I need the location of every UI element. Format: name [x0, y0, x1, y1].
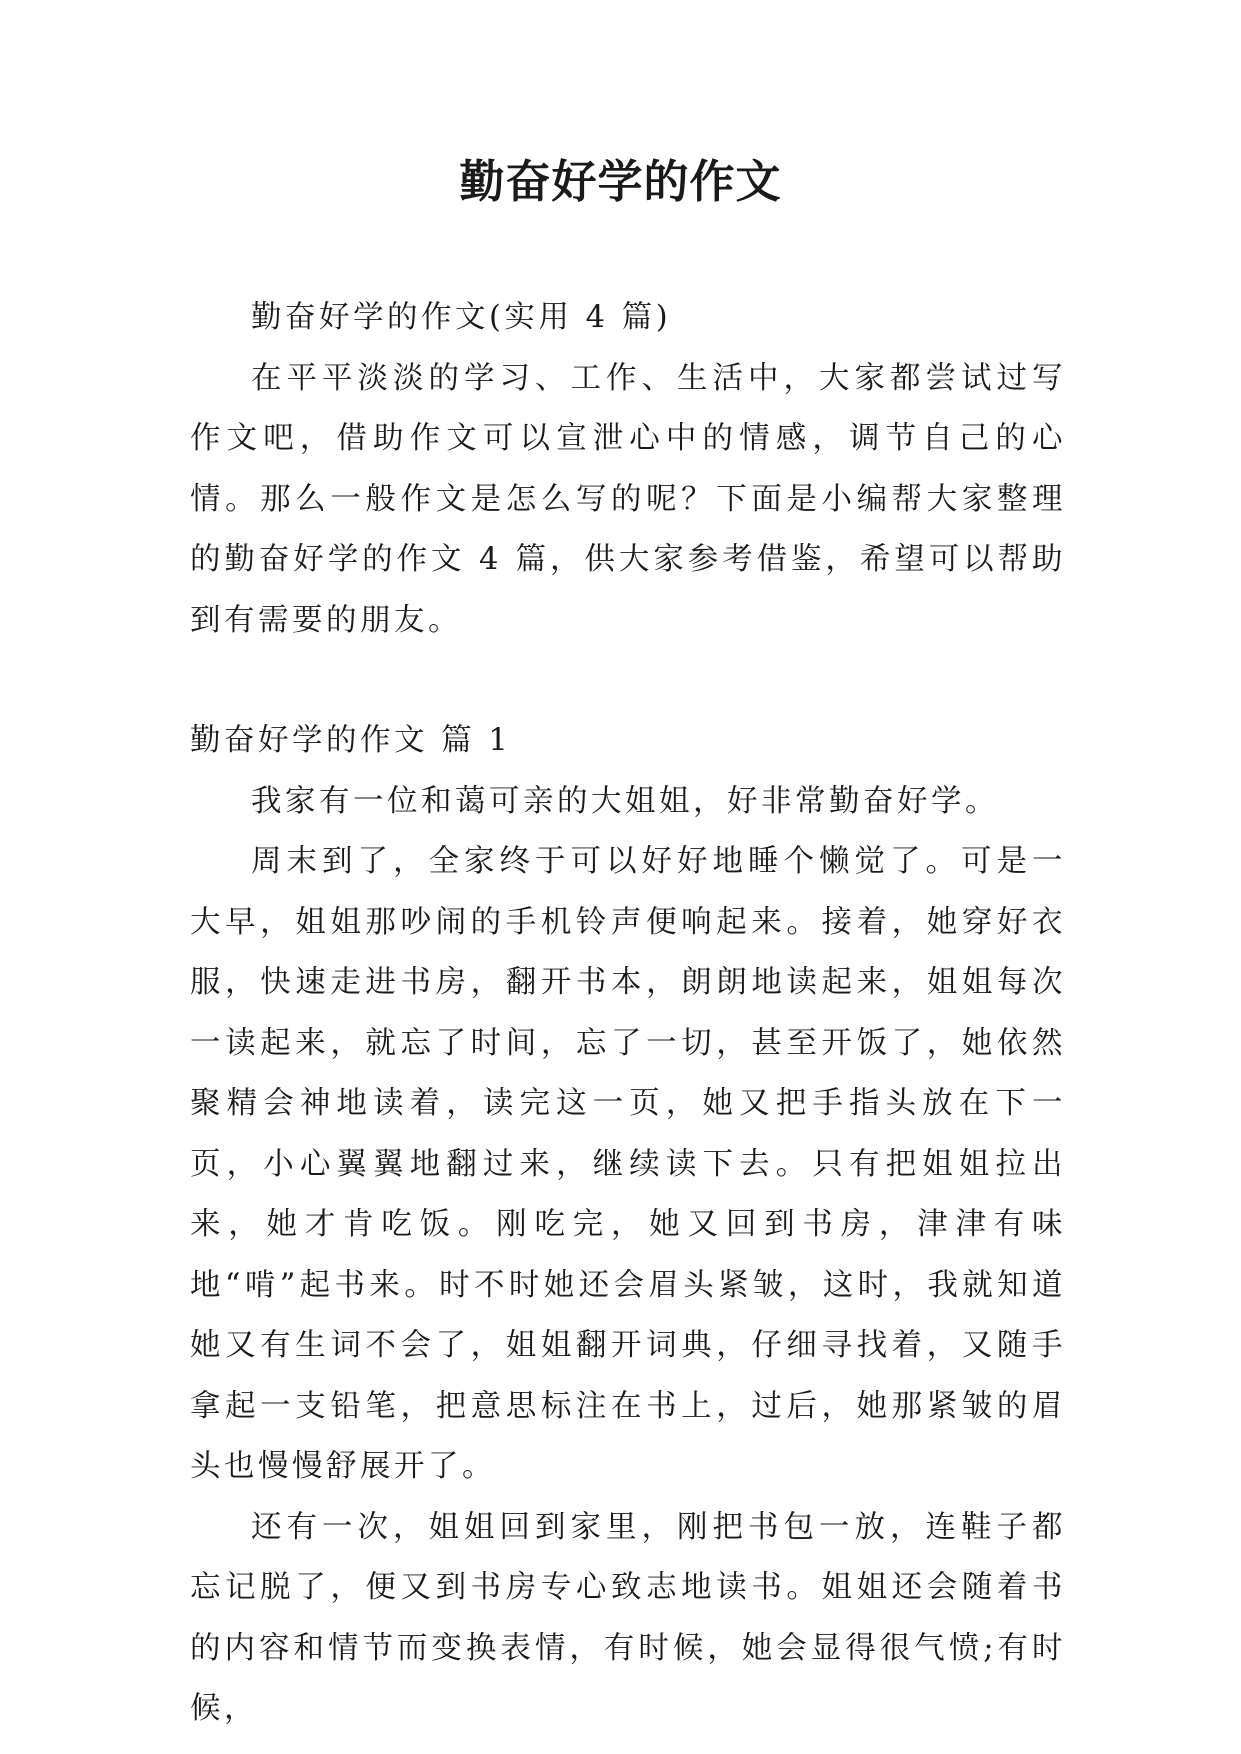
document-subtitle: 勤奋好学的作文(实用 4 篇): [251, 300, 672, 335]
document-body: [190, 288, 1066, 1740]
section-heading: 勤奋好学的作文 篇 1: [190, 723, 512, 758]
body-paragraph-3: 还有一次，姐姐回到家里，刚把书包一放，连鞋子都忘记脱了，便又到书房专心致志地读书。姐姐还会随着书的内容和情节而变换表情，有时候，她会显得很气愤;有时候，: [190, 1509, 1066, 1726]
body-paragraph-1: 我家有一位和蔼可亲的大姐姐，好非常勤奋好学。: [251, 783, 999, 819]
document-title: 勤奋好学的作文: [459, 155, 782, 208]
intro-paragraph: 在平平淡淡的学习、工作、生活中，大家都尝试过写作文吧，借助作文可以宣泄心中的情感，调节自己的心情。那么一般作文是怎么写的呢？下面是小编帮大家整理的勤奋好学的作文 4 篇，供大家参考借鉴，希望可以帮助到有需要的朋友。: [190, 360, 1066, 638]
body-paragraph-2: 周末到了，全家终于可以好好地睡个懒觉了。可是一大早，姐姐那吵闹的手机铃声便响起来。接着，她穿好衣服，快速走进书房，翻开书本，朗朗地读起来，姐姐每次一读起来，就忘了时间，忘了一切，甚至开饭了，她依然聚精会神地读着，读完这一页，她又把手指头放在下一页，小心翼翼地翻过来，继续读下去。只有把姐姐拉出来，她才肯吃饭。刚吃完，她又回到书房，津津有味地“啃”起书来。时不时她还会眉头紧皱，这时，我就知道她又有生词不会了，姐姐翻开词典，仔细寻找着，又随手拿起一支铅笔，把意思标注在书上，过后，她那紧皱的眉头也慢慢舒展开了。: [190, 844, 1066, 1484]
